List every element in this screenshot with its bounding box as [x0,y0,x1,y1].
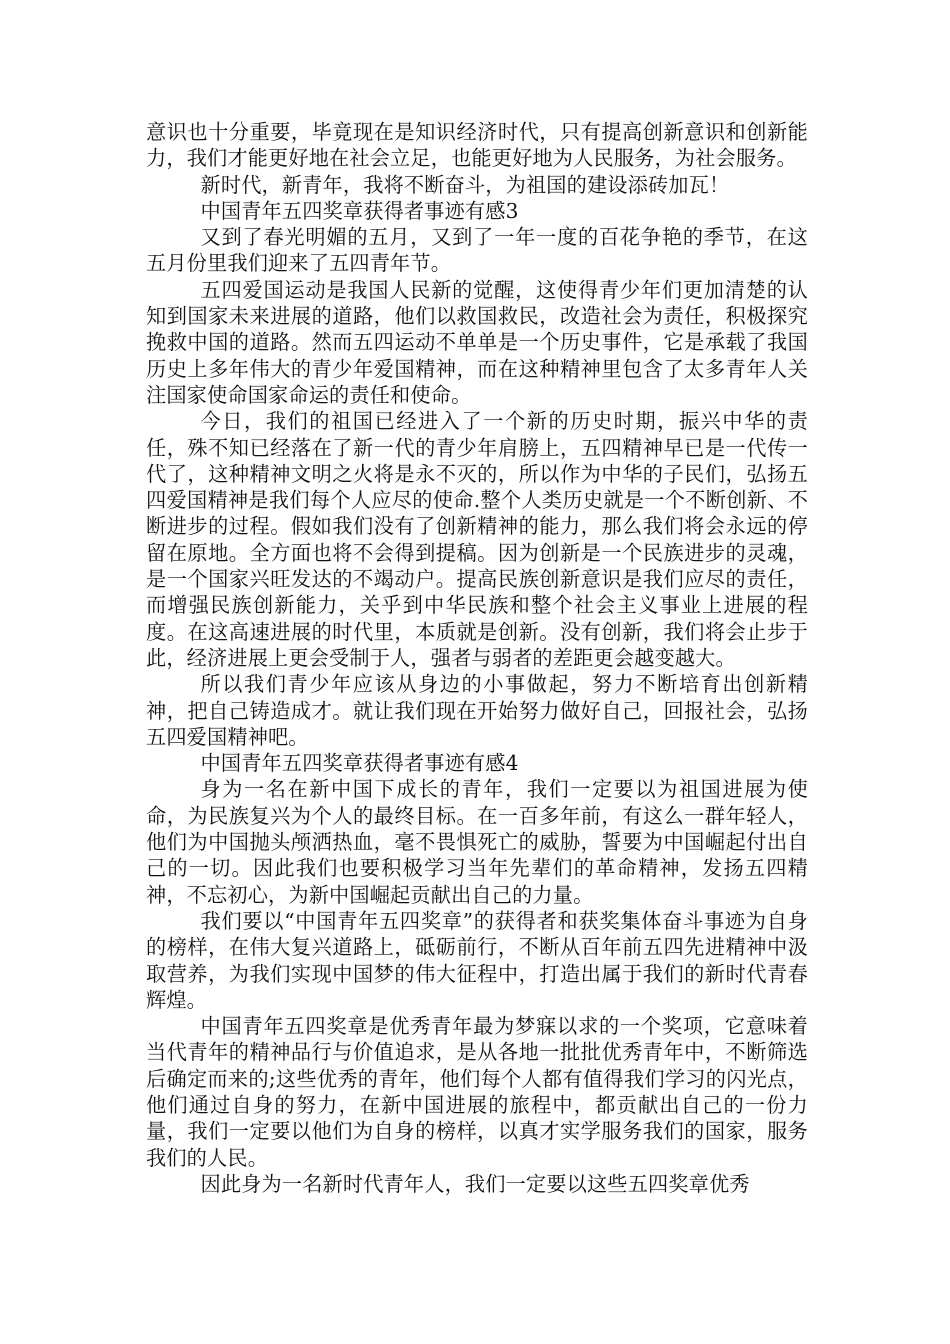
paragraph: 我们要以“中国青年五四奖章”的获得者和获奖集体奋斗事迹为自身的榜样，在伟大复兴道路上，砥砺前行，不断从百年前五四先进精神中汲取营养，为我们实现中国梦的伟大征程中，打造出属于我们的新时代青春辉煌。 [146,908,808,1012]
paragraph: 五四爱国运动是我国人民新的觉醒，这使得青少年们更加清楚的认知到国家未来进展的道路，他们以救国救民，改造社会为责任，积极探究挽救中国的道路。然而五四运动不单单是一个历史事件，它是承载了我国历史上多年伟大的青少年爱国精神，而在这种精神里包含了太多青年人关注国家使命国家命运的责任和使命。 [146,277,808,407]
paragraph: 中国青年五四奖章是优秀青年最为梦寐以求的一个奖项，它意味着当代青年的精神品行与价值追求，是从各地一批批优秀青年中，不断筛选后确定而来的;这些优秀的青年，他们每个人都有值得我们学习的闪光点，他们通过自身的努力，在新中国进展的旅程中，都贡献出自己的一份力量，我们一定要以他们为自身的榜样，以真才实学服务我们的国家，服务我们的人民。 [146,1014,808,1170]
section-heading: 中国青年五四奖章获得者事迹有感4 [200,751,519,776]
paragraph: 又到了春光明媚的五月，又到了一年一度的百花争艳的季节，在这五月份里我们迎来了五四青年节。 [146,225,808,276]
paragraph: 因此身为一名新时代青年人，我们一定要以这些五四奖章优秀 [200,1171,750,1196]
paragraph: 今日，我们的祖国已经进入了一个新的历史时期，振兴中华的责任，殊不知已经落在了新一代的青少年肩膀上，五四精神早已是一代传一代了，这种精神文明之火将是永不灭的，所以作为中华的子民们，弘扬五四爱国精神是我们每个人应尽的使命.整个人类历史就是一个不断创新、不断进步的过程。假如我们没有了创新精神的能力，那么我们将会永远的停留在原地。全方面也将不会得到提稿。因为创新是一个民族进步的灵魂，是一个国家兴旺发达的不竭动户。提高民族创新意识是我们应尽的责任，而增强民族创新能力，关乎到中华民族和整个社会主义事业上进展的程度。在这高速进展的时代里，本质就是创新。没有创新，我们将会止步于此，经济进展上更会受制于人，强者与弱者的差距更会越变越大。 [146,409,808,670]
document-body [146,119,808,1197]
paragraph: 新时代，新青年，我将不断奋斗，为祖国的建设添砖加瓦！ [200,172,730,197]
section-heading: 中国青年五四奖章获得者事迹有感3 [200,198,519,223]
paragraph: 意识也十分重要，毕竟现在是知识经济时代，只有提高创新意识和创新能力，我们才能更好地在社会立足，也能更好地为人民服务，为社会服务。 [146,120,808,171]
paragraph: 身为一名在新中国下成长的青年，我们一定要以为祖国进展为使命，为民族复兴为个人的最终目标。在一百多年前，有这么一群年轻人，他们为中国抛头颅洒热血，毫不畏惧死亡的威胁，誓要为中国崛起付出自己的一切。因此我们也要积极学习当年先辈们的革命精神，发扬五四精神，不忘初心，为新中国崛起贡献出自己的力量。 [146,777,808,907]
paragraph: 所以我们青少年应该从身边的小事做起，努力不断培育出创新精神，把自己铸造成才。就让我们现在开始努力做好自己，回报社会，弘扬五四爱国精神吧。 [146,672,808,749]
